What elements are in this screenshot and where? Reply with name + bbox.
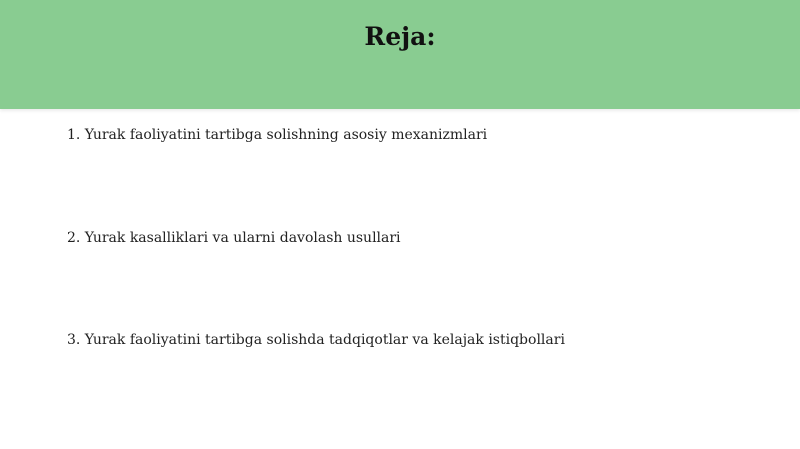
- slide-title: Reja:: [364, 22, 436, 51]
- header-band: [0, 0, 800, 109]
- plan-item-3: 3. Yurak faoliyatini tartibga solishda tadqiqotlar va kelajak istiqbollari: [67, 332, 565, 348]
- plan-item-2: 2. Yurak kasalliklari va ularni davolash usullari: [67, 230, 401, 246]
- plan-item-1: 1. Yurak faoliyatini tartibga solishning asosiy mexanizmlari: [67, 127, 488, 143]
